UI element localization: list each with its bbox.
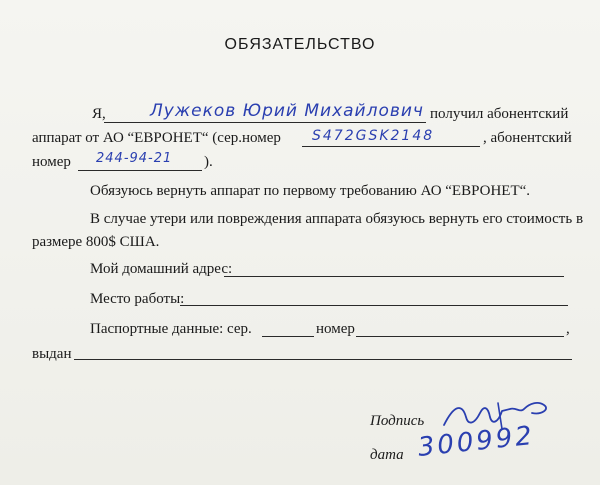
paragraph-loss-line1: В случае утери или повреждения аппарата обязуюсь вернуть его стоимость в	[90, 211, 584, 227]
page-title: ОБЯЗАТЕЛЬСТВО	[224, 36, 376, 53]
address-label: Мой домашний адрес:	[90, 261, 233, 277]
issued-field[interactable]	[74, 359, 572, 360]
name-underline	[104, 122, 426, 123]
handwritten-serial: S472GSK2148	[312, 128, 435, 144]
intro-ya: Я,	[92, 106, 106, 122]
handwritten-number: 244-94-21	[96, 151, 173, 166]
intro-apparatus: аппарат от АО “ЕВРОНЕТ“ (сер.номер	[32, 130, 281, 146]
paragraph-return: Обязуюсь вернуть аппарат по первому требованию АО “ЕВРОНЕТ“.	[90, 183, 531, 199]
handwritten-name: Лужеков Юрий Михайлович	[150, 101, 424, 121]
signature-text	[470, 390, 472, 410]
passport-number-field[interactable]	[356, 336, 564, 337]
intro-received: получил абонентский	[430, 106, 569, 122]
number-underline	[78, 170, 202, 171]
serial-underline	[302, 146, 480, 147]
handwritten-date: 300992	[416, 420, 537, 463]
work-label: Место работы:	[90, 291, 185, 307]
passport-comma: ,	[566, 321, 570, 337]
intro-number-label: номер	[32, 154, 71, 170]
passport-number-label: номер	[316, 321, 355, 337]
intro-subscriber: , абонентский	[483, 130, 572, 146]
issued-label: выдан	[32, 346, 72, 362]
passport-series-field[interactable]	[262, 336, 314, 337]
signature-label: Подпись	[370, 413, 425, 429]
paragraph-loss-line2: размере 800$ США.	[32, 234, 160, 250]
passport-label: Паспортные данные: сер.	[90, 321, 252, 337]
work-field[interactable]	[180, 305, 568, 306]
date-label: дата	[370, 447, 404, 463]
intro-number-close: ).	[204, 154, 213, 170]
address-field[interactable]	[224, 276, 564, 277]
